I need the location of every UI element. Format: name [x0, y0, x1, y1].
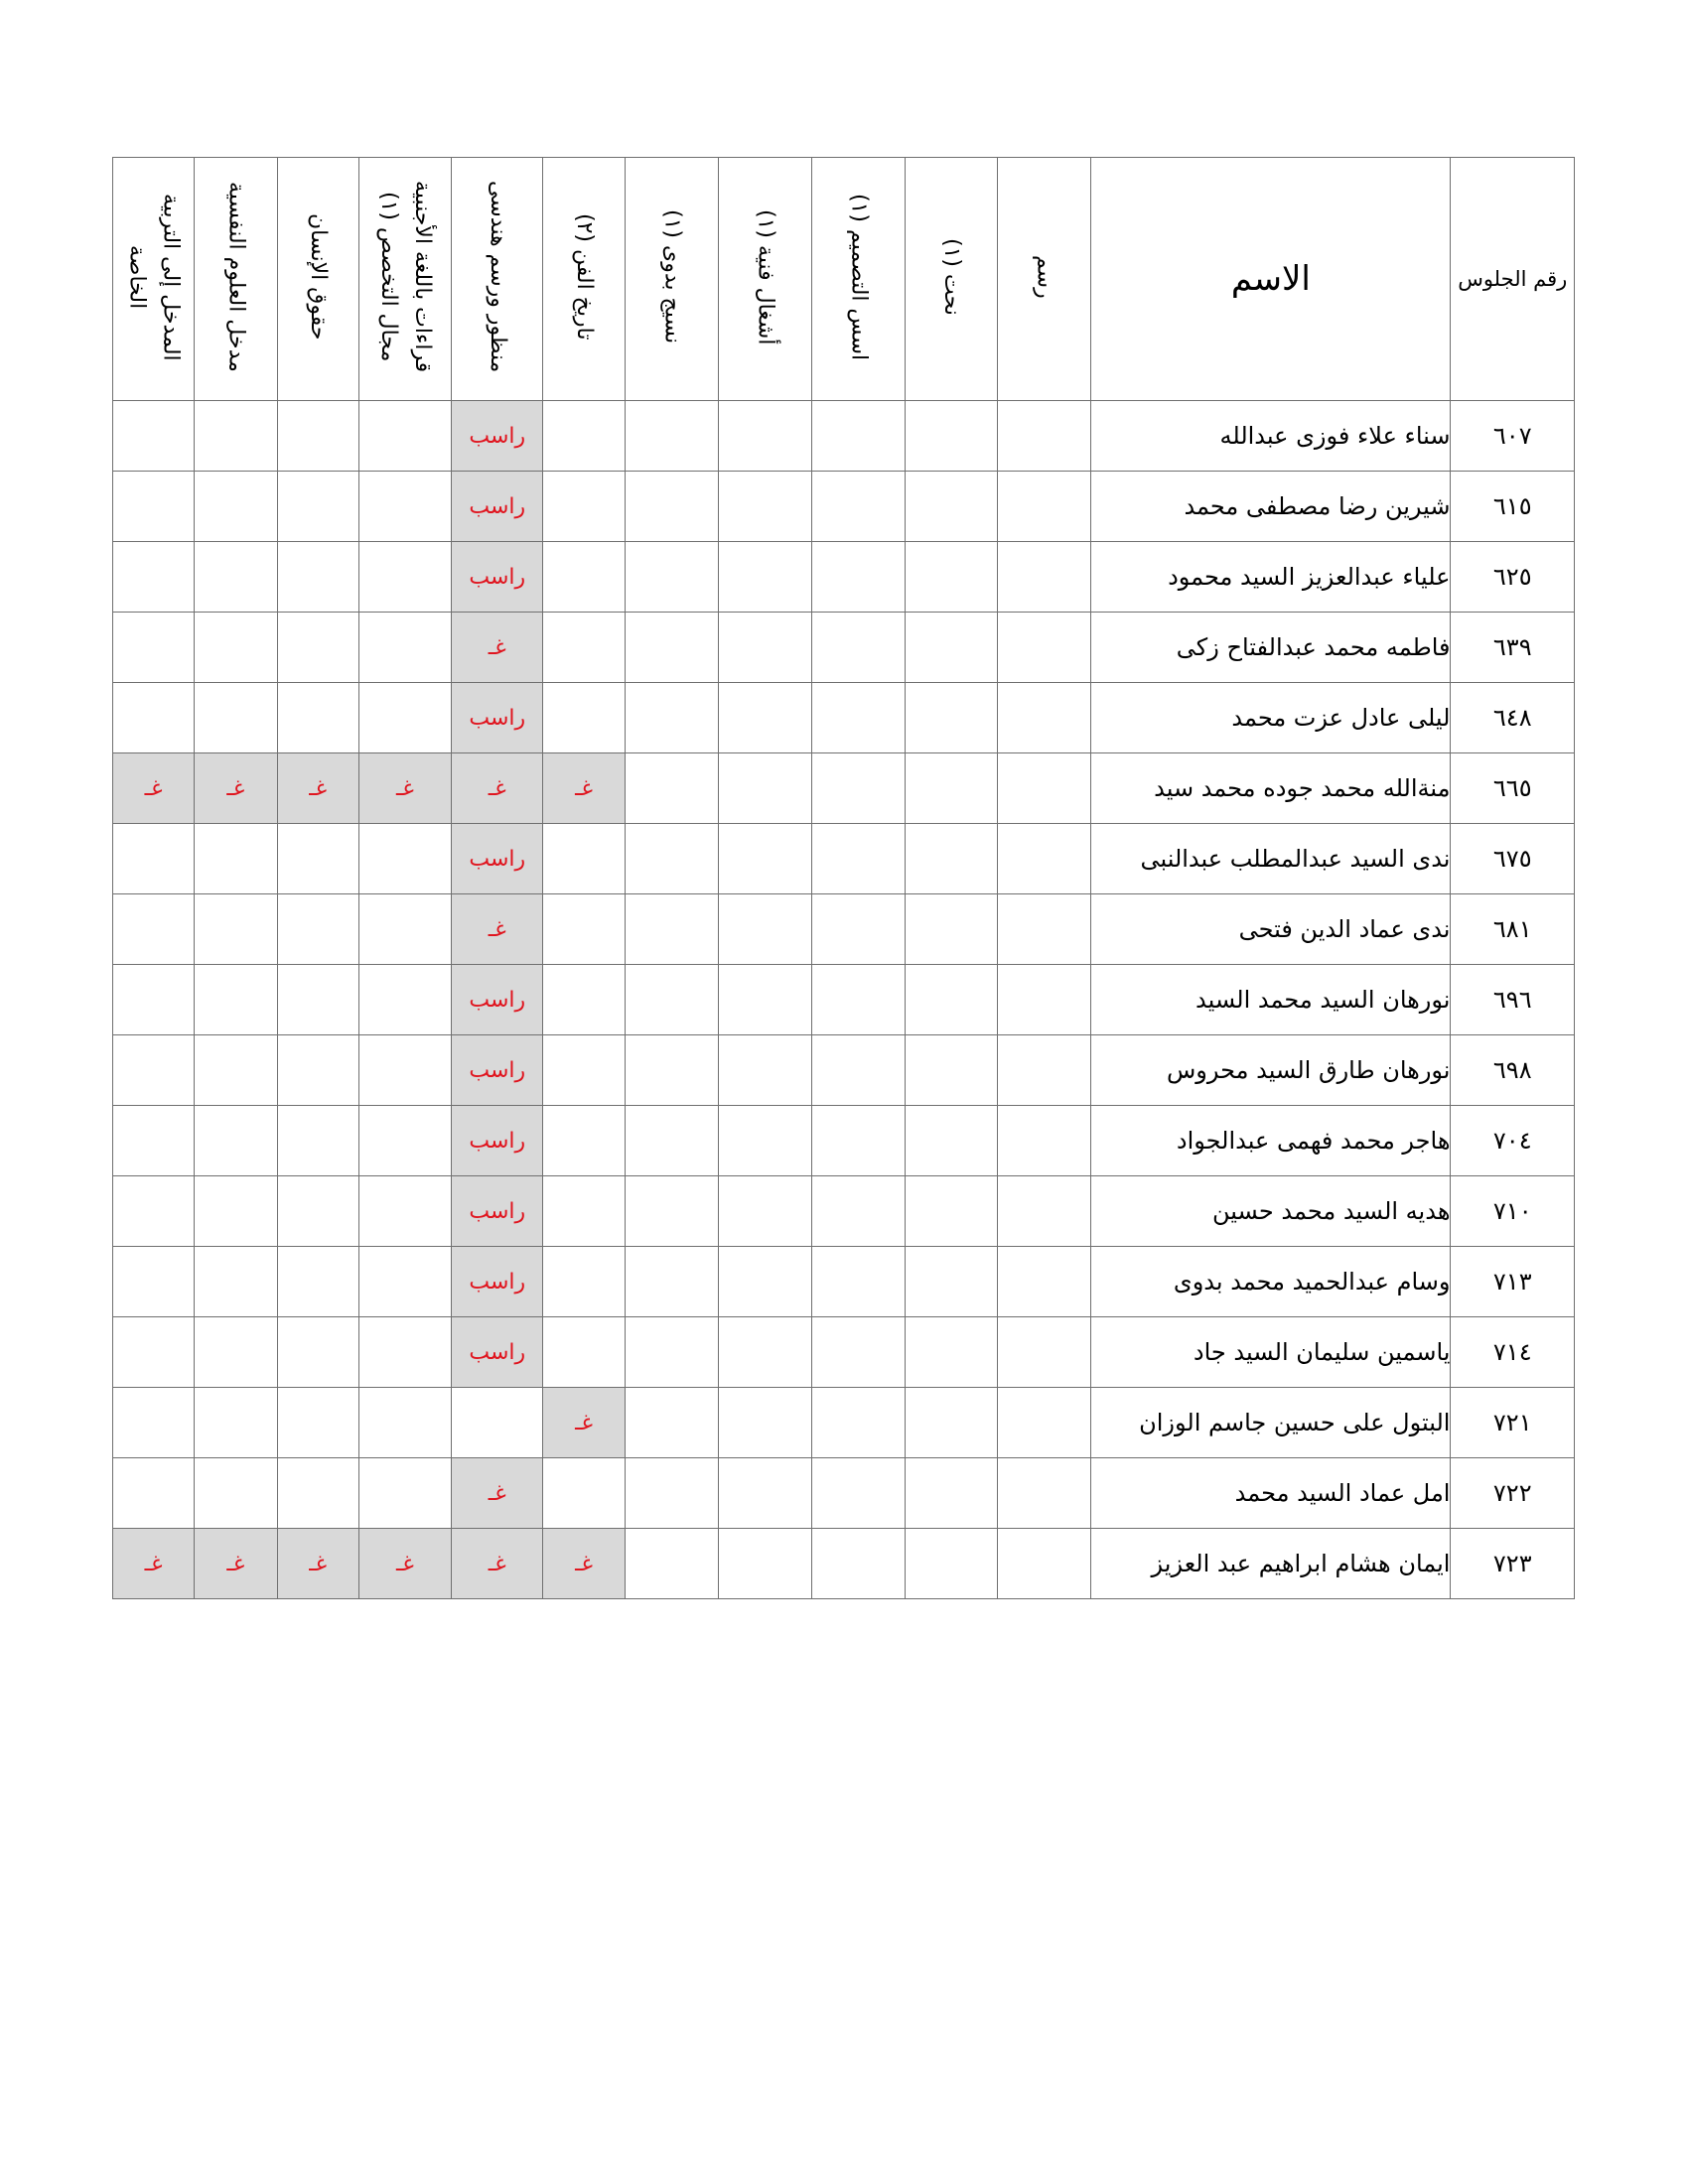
- grade-cell: غـ: [277, 753, 358, 824]
- subject-header-label: أشغال فنية (١): [753, 208, 778, 345]
- student-name: البتول على حسين جاسم الوزان: [1091, 1388, 1451, 1458]
- grade-cell: [452, 1388, 543, 1458]
- subject-header: [358, 158, 451, 401]
- grade-cell: [719, 613, 812, 683]
- table-row: [113, 401, 1575, 472]
- grade-cell: [113, 1247, 195, 1317]
- grade-cell: [113, 1176, 195, 1247]
- grade-cell: [719, 1529, 812, 1599]
- grade-cell: [905, 683, 997, 753]
- subject-header-label: منظور ورسم هندسى: [485, 181, 510, 373]
- subject-header-label: المدخل إلى التربية الخاصة: [124, 193, 184, 361]
- grade-cell: [625, 1035, 718, 1106]
- grade-cell: [277, 613, 358, 683]
- grade-cell: [113, 613, 195, 683]
- table-row: [113, 1388, 1575, 1458]
- student-name: نورهان طارق السيد محروس: [1091, 1035, 1451, 1106]
- seat-number: ٧٠٤: [1451, 1106, 1575, 1176]
- subject-header: [625, 158, 718, 401]
- grade-cell: [997, 1176, 1090, 1247]
- grade-cell: [997, 894, 1090, 965]
- grade-cell: [277, 965, 358, 1035]
- grade-cell: [358, 683, 451, 753]
- student-name: سناء علاء فوزى عبدالله: [1091, 401, 1451, 472]
- seat-number: ٦٤٨: [1451, 683, 1575, 753]
- grade-cell: راسب: [452, 683, 543, 753]
- student-name: شيرين رضا مصطفى محمد: [1091, 472, 1451, 542]
- grade-cell: راسب: [452, 542, 543, 613]
- grade-cell: [812, 965, 905, 1035]
- subject-header: [277, 158, 358, 401]
- grade-cell: غـ: [452, 1458, 543, 1529]
- grade-cell: [997, 965, 1090, 1035]
- seat-number: ٧١٠: [1451, 1176, 1575, 1247]
- grade-cell: [625, 1388, 718, 1458]
- grade-cell: [358, 1176, 451, 1247]
- grade-cell: [358, 542, 451, 613]
- grade-cell: [905, 1176, 997, 1247]
- grade-cell: [358, 1247, 451, 1317]
- grade-cell: [277, 1458, 358, 1529]
- grade-cell: [905, 542, 997, 613]
- grade-cell: [812, 894, 905, 965]
- grade-cell: [543, 824, 625, 894]
- grade-cell: [277, 1317, 358, 1388]
- table-row: [113, 753, 1575, 824]
- results-table: [112, 157, 1575, 1599]
- grade-cell: [543, 613, 625, 683]
- student-name: نورهان السيد محمد السيد: [1091, 965, 1451, 1035]
- grade-cell: [625, 401, 718, 472]
- name-column-header: الاسم: [1091, 158, 1451, 401]
- grade-cell: [719, 1106, 812, 1176]
- grade-cell: [625, 683, 718, 753]
- table-row: [113, 1247, 1575, 1317]
- subject-header-label: تاريخ الفن (٢): [572, 213, 598, 341]
- grade-cell: [812, 1035, 905, 1106]
- grade-cell: [543, 894, 625, 965]
- grade-cell: [277, 1106, 358, 1176]
- student-name: ندى عماد الدين فتحى: [1091, 894, 1451, 965]
- grade-cell: [195, 613, 277, 683]
- grade-cell: [625, 1529, 718, 1599]
- grade-cell: [905, 824, 997, 894]
- grade-cell: [358, 1106, 451, 1176]
- grade-cell: غـ: [195, 1529, 277, 1599]
- grade-cell: [625, 1106, 718, 1176]
- subject-header: [997, 158, 1090, 401]
- grade-cell: [719, 1317, 812, 1388]
- grade-cell: [719, 1176, 812, 1247]
- grade-cell: غـ: [452, 613, 543, 683]
- grade-cell: [358, 1388, 451, 1458]
- grade-cell: [195, 542, 277, 613]
- subject-header-label: قراءات باللغة الأجنبية مجال التخصص (١): [375, 181, 435, 373]
- seat-number: ٦٣٩: [1451, 613, 1575, 683]
- grade-cell: [358, 894, 451, 965]
- grade-cell: غـ: [113, 753, 195, 824]
- grade-cell: [113, 894, 195, 965]
- header-row: [113, 158, 1575, 401]
- seat-number: ٦٠٧: [1451, 401, 1575, 472]
- grade-cell: [905, 1458, 997, 1529]
- seat-number: ٧٢٣: [1451, 1529, 1575, 1599]
- student-name: ليلى عادل عزت محمد: [1091, 683, 1451, 753]
- grade-cell: [358, 1035, 451, 1106]
- grade-cell: [543, 1035, 625, 1106]
- grade-cell: [358, 1317, 451, 1388]
- grade-cell: [277, 1176, 358, 1247]
- table-row: [113, 965, 1575, 1035]
- grade-cell: [812, 1458, 905, 1529]
- grade-cell: [195, 965, 277, 1035]
- grade-cell: [997, 401, 1090, 472]
- grade-cell: [113, 1035, 195, 1106]
- grade-cell: [997, 1388, 1090, 1458]
- table-row: [113, 1458, 1575, 1529]
- grade-cell: [543, 683, 625, 753]
- grade-cell: [358, 965, 451, 1035]
- grade-cell: [719, 1458, 812, 1529]
- grade-cell: [625, 1458, 718, 1529]
- subject-header: [452, 158, 543, 401]
- grade-cell: غـ: [358, 753, 451, 824]
- grade-cell: [812, 683, 905, 753]
- seat-number: ٧٢١: [1451, 1388, 1575, 1458]
- table-header: [113, 158, 1575, 401]
- grade-cell: [113, 965, 195, 1035]
- table-row: [113, 683, 1575, 753]
- grade-cell: غـ: [543, 1529, 625, 1599]
- grade-cell: [997, 1247, 1090, 1317]
- grade-cell: [812, 1247, 905, 1317]
- grade-cell: [905, 1035, 997, 1106]
- grade-cell: [812, 613, 905, 683]
- grade-cell: [719, 401, 812, 472]
- grade-cell: [113, 824, 195, 894]
- grade-cell: راسب: [452, 965, 543, 1035]
- seat-number: ٦٩٦: [1451, 965, 1575, 1035]
- grade-cell: [997, 753, 1090, 824]
- grade-cell: [113, 1106, 195, 1176]
- grade-cell: [625, 472, 718, 542]
- grade-cell: [997, 542, 1090, 613]
- grade-cell: [195, 1317, 277, 1388]
- grade-cell: [543, 401, 625, 472]
- grade-cell: [277, 542, 358, 613]
- subject-header-label: نحت (١): [938, 238, 964, 316]
- grade-cell: [113, 401, 195, 472]
- grade-cell: [195, 1035, 277, 1106]
- grade-cell: [997, 1317, 1090, 1388]
- grade-cell: [543, 542, 625, 613]
- grade-cell: راسب: [452, 472, 543, 542]
- grade-cell: غـ: [195, 753, 277, 824]
- grade-cell: [997, 683, 1090, 753]
- grade-cell: [812, 1529, 905, 1599]
- grade-cell: [719, 542, 812, 613]
- grade-cell: [719, 965, 812, 1035]
- student-name: فاطمه محمد عبدالفتاح زكى: [1091, 613, 1451, 683]
- grade-cell: [625, 753, 718, 824]
- grade-cell: [719, 824, 812, 894]
- seat-number: ٦٢٥: [1451, 542, 1575, 613]
- grade-cell: [812, 1106, 905, 1176]
- grade-cell: غـ: [277, 1529, 358, 1599]
- grade-cell: [195, 472, 277, 542]
- grade-cell: [543, 1176, 625, 1247]
- grade-cell: [195, 683, 277, 753]
- seat-number-column-header: رقم الجلوس: [1451, 158, 1575, 401]
- grade-cell: [997, 613, 1090, 683]
- grade-cell: [543, 1247, 625, 1317]
- grade-cell: [195, 894, 277, 965]
- grade-cell: [905, 1106, 997, 1176]
- grade-cell: [625, 824, 718, 894]
- grade-cell: [543, 1458, 625, 1529]
- grade-cell: [358, 613, 451, 683]
- grade-cell: غـ: [358, 1529, 451, 1599]
- student-name: ايمان هشام ابراهيم عبد العزيز: [1091, 1529, 1451, 1599]
- grade-cell: راسب: [452, 824, 543, 894]
- grade-cell: [625, 894, 718, 965]
- grade-cell: [625, 1247, 718, 1317]
- student-name: منةالله محمد جوده محمد سيد: [1091, 753, 1451, 824]
- grade-cell: غـ: [452, 894, 543, 965]
- subject-header: [812, 158, 905, 401]
- grade-cell: [195, 1388, 277, 1458]
- grade-cell: [625, 1317, 718, 1388]
- grade-cell: غـ: [452, 753, 543, 824]
- grade-cell: [625, 1176, 718, 1247]
- grade-cell: [277, 472, 358, 542]
- grade-cell: [358, 401, 451, 472]
- table-row: [113, 542, 1575, 613]
- grade-cell: [277, 401, 358, 472]
- grade-cell: [113, 542, 195, 613]
- grade-cell: [905, 1317, 997, 1388]
- subject-header: [719, 158, 812, 401]
- subject-header-label: اسس التصميم (١): [846, 193, 872, 361]
- grade-cell: [905, 613, 997, 683]
- subject-header: [195, 158, 277, 401]
- grade-cell: [113, 472, 195, 542]
- grade-cell: [358, 1458, 451, 1529]
- grade-cell: [812, 1317, 905, 1388]
- grade-cell: [905, 401, 997, 472]
- table-row: [113, 824, 1575, 894]
- grade-cell: [113, 1317, 195, 1388]
- grade-cell: [719, 472, 812, 542]
- grade-cell: [719, 894, 812, 965]
- grade-cell: [195, 824, 277, 894]
- grade-cell: [905, 894, 997, 965]
- subject-header-label: نسيج بدوى (١): [659, 209, 685, 344]
- grade-cell: [195, 1176, 277, 1247]
- grade-cell: [195, 1106, 277, 1176]
- grade-cell: [719, 753, 812, 824]
- student-name: امل عماد السيد محمد: [1091, 1458, 1451, 1529]
- grade-cell: [277, 894, 358, 965]
- table-row: [113, 894, 1575, 965]
- grade-cell: [277, 824, 358, 894]
- grade-cell: غـ: [452, 1529, 543, 1599]
- grade-cell: [905, 1529, 997, 1599]
- grade-cell: غـ: [543, 753, 625, 824]
- subject-header-label: رسم: [1032, 255, 1057, 299]
- grade-cell: [625, 965, 718, 1035]
- grade-cell: [997, 1106, 1090, 1176]
- grade-cell: [277, 1035, 358, 1106]
- grade-cell: [113, 1388, 195, 1458]
- grade-cell: [997, 1529, 1090, 1599]
- table-row: [113, 472, 1575, 542]
- grade-cell: [113, 1458, 195, 1529]
- grade-cell: [277, 1388, 358, 1458]
- grade-cell: [719, 1247, 812, 1317]
- grade-cell: [543, 1317, 625, 1388]
- grade-cell: راسب: [452, 1176, 543, 1247]
- grade-cell: [719, 1388, 812, 1458]
- student-name: علياء عبدالعزيز السيد محمود: [1091, 542, 1451, 613]
- table-row: [113, 613, 1575, 683]
- grade-cell: [358, 824, 451, 894]
- seat-number: ٧١٤: [1451, 1317, 1575, 1388]
- student-name: ياسمين سليمان السيد جاد: [1091, 1317, 1451, 1388]
- grade-cell: [812, 542, 905, 613]
- grade-cell: راسب: [452, 1106, 543, 1176]
- grade-cell: غـ: [543, 1388, 625, 1458]
- grade-cell: [905, 1247, 997, 1317]
- student-name: هاجر محمد فهمى عبدالجواد: [1091, 1106, 1451, 1176]
- grade-cell: غـ: [113, 1529, 195, 1599]
- grade-cell: [195, 1458, 277, 1529]
- grade-cell: [543, 472, 625, 542]
- grade-cell: [277, 1247, 358, 1317]
- seat-number: ٧١٣: [1451, 1247, 1575, 1317]
- grade-cell: راسب: [452, 1247, 543, 1317]
- student-name: وسام عبدالحميد محمد بدوى: [1091, 1247, 1451, 1317]
- grade-cell: [905, 965, 997, 1035]
- grade-cell: راسب: [452, 401, 543, 472]
- grade-cell: [997, 1035, 1090, 1106]
- grade-cell: [625, 613, 718, 683]
- seat-number: ٦١٥: [1451, 472, 1575, 542]
- grade-cell: [997, 1458, 1090, 1529]
- grade-cell: [905, 472, 997, 542]
- grade-cell: [543, 1106, 625, 1176]
- grade-cell: [812, 824, 905, 894]
- grade-cell: [358, 472, 451, 542]
- seat-number: ٦٦٥: [1451, 753, 1575, 824]
- grade-cell: [195, 1247, 277, 1317]
- grade-cell: راسب: [452, 1317, 543, 1388]
- table-row: [113, 1176, 1575, 1247]
- grade-cell: [812, 753, 905, 824]
- seat-number: ٧٢٢: [1451, 1458, 1575, 1529]
- grade-cell: [905, 753, 997, 824]
- grade-cell: [543, 965, 625, 1035]
- table-row: [113, 1529, 1575, 1599]
- grade-cell: [812, 1176, 905, 1247]
- table-row: [113, 1106, 1575, 1176]
- subject-header-label: مدخل العلوم النفسية: [223, 182, 249, 372]
- student-name: ندى السيد عبدالمطلب عبدالنبى: [1091, 824, 1451, 894]
- grade-cell: [997, 472, 1090, 542]
- grade-cell: [195, 401, 277, 472]
- grade-cell: راسب: [452, 1035, 543, 1106]
- grade-cell: [812, 401, 905, 472]
- grade-cell: [905, 1388, 997, 1458]
- grade-cell: [812, 1388, 905, 1458]
- subject-header: [905, 158, 997, 401]
- grade-cell: [719, 683, 812, 753]
- seat-number: ٦٨١: [1451, 894, 1575, 965]
- grade-cell: [812, 472, 905, 542]
- student-name: هديه السيد محمد حسين: [1091, 1176, 1451, 1247]
- table-body: [113, 401, 1575, 1599]
- table-row: [113, 1317, 1575, 1388]
- subject-header: [113, 158, 195, 401]
- subject-header: [543, 158, 625, 401]
- grade-cell: [997, 824, 1090, 894]
- grade-cell: [277, 683, 358, 753]
- grade-cell: [625, 542, 718, 613]
- grade-cell: [113, 683, 195, 753]
- grade-cell: [719, 1035, 812, 1106]
- seat-number: ٦٧٥: [1451, 824, 1575, 894]
- table-row: [113, 1035, 1575, 1106]
- subject-header-label: حقوق الإنسان: [306, 213, 332, 341]
- seat-number: ٦٩٨: [1451, 1035, 1575, 1106]
